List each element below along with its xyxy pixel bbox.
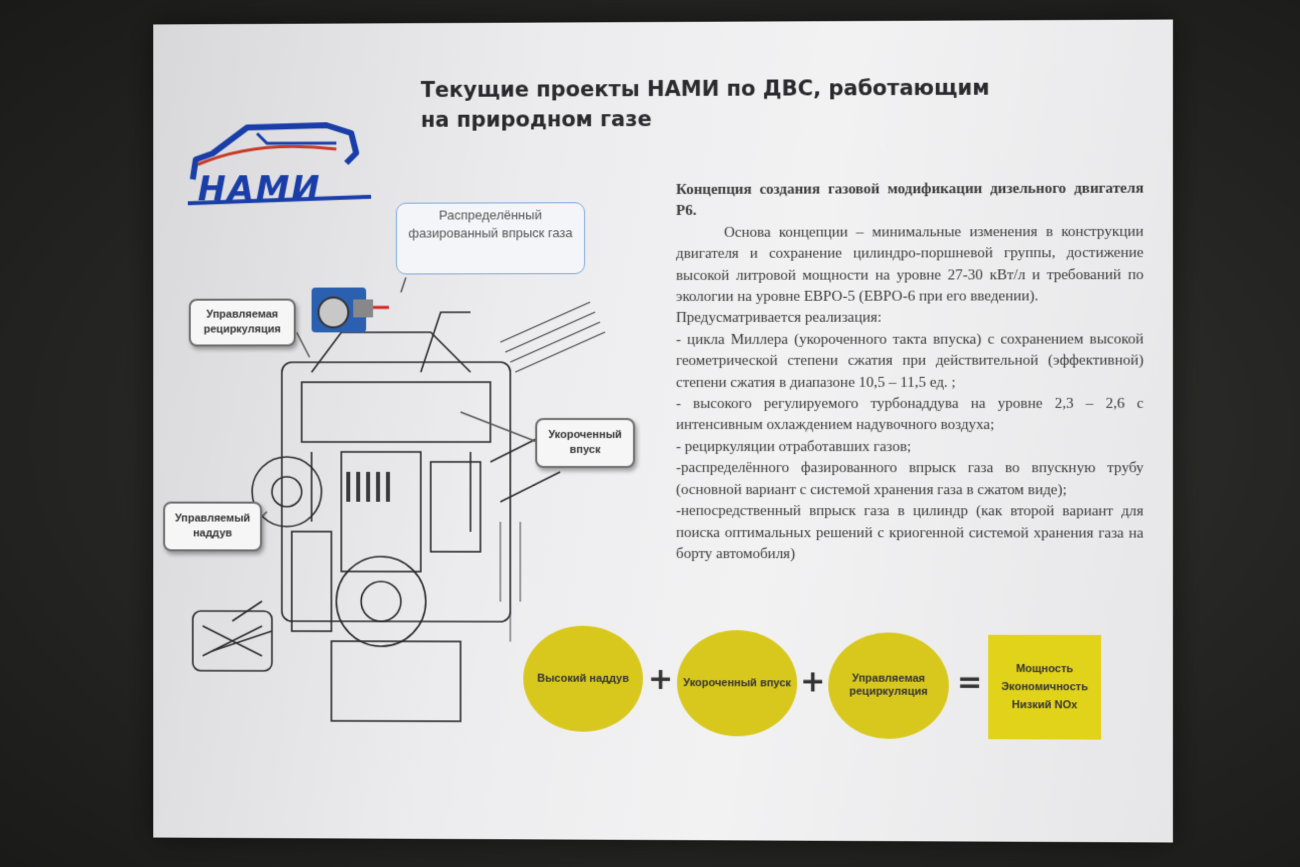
concept-item: -распределённого фазированного впрыск газа во впускную трубу (основной вариант с системой хранения газа в сжатом виде);: [675, 460, 1144, 499]
equals-sign: =: [956, 664, 983, 701]
concept-item: -непосредственный впрыск газа в цилиндр (как второй вариант для поиска оптимальных решений с криогенной системой хранения газа на борту автомобиля): [675, 503, 1144, 563]
concept-item: - высокого регулируемого турбонаддува на уровне 2,3 – 2,6 с интенсивным охлаждением надувочного воздуха;: [675, 395, 1144, 434]
plus-sign: +: [648, 661, 674, 698]
slide-title: [421, 72, 1062, 135]
circle-short-intake: Укороченный впуск: [677, 630, 797, 736]
concept-text: [676, 179, 1144, 567]
callout-short-intake: Укороченный впуск: [535, 418, 635, 468]
concept-intro: Основа концепции – минимальные изменения в конструкции двигателя и сохранение цилиндро-поршневой группы, достижение высокой литровой мощности на уровне 27-30 кВт/л и требований по экологии на уровне ЕВРО-5 (ЕВРО-6 при его введении).: [675, 223, 1144, 306]
projected-slide: [153, 20, 1173, 843]
result-economy: Экономичность: [1001, 681, 1088, 694]
result-power: Мощность: [1016, 662, 1074, 676]
callout-injection: Распределённый фазированный впрыск газа: [396, 202, 585, 274]
callout-recirculation: Управляемая рециркуляция: [189, 299, 296, 347]
concept-item: - цикла Миллера (укороченного такта впуска) с сохранением высокой геометрической степени сжатия при действительной (эффективной) степени сжатия в диапазоне 10,5 – 11,5 ед. ;: [675, 331, 1144, 391]
concept-item: - рециркуляции отработавших газов;: [675, 438, 912, 455]
plus-sign: +: [800, 664, 826, 700]
title-line-2: на природном газе: [420, 107, 652, 132]
concept-heading: Концепция создания газовой модификации дизельного двигателя Р6.: [675, 180, 1144, 220]
concept-provided: Предусматривается реализация:: [675, 310, 882, 327]
callout-boost: Управляемый наддув: [163, 502, 262, 552]
nami-logo: [188, 119, 371, 209]
circle-high-boost: Высокий наддув: [523, 626, 643, 732]
circle-recirculation: Управляемая рециркуляция: [828, 632, 949, 739]
result-box: [988, 635, 1101, 740]
title-line-1: Текущие проекты НАМИ по ДВС, работающим: [420, 75, 990, 102]
result-low-nox: Низкий NOx: [1011, 699, 1078, 712]
logo-text: НАМИ: [197, 169, 322, 210]
